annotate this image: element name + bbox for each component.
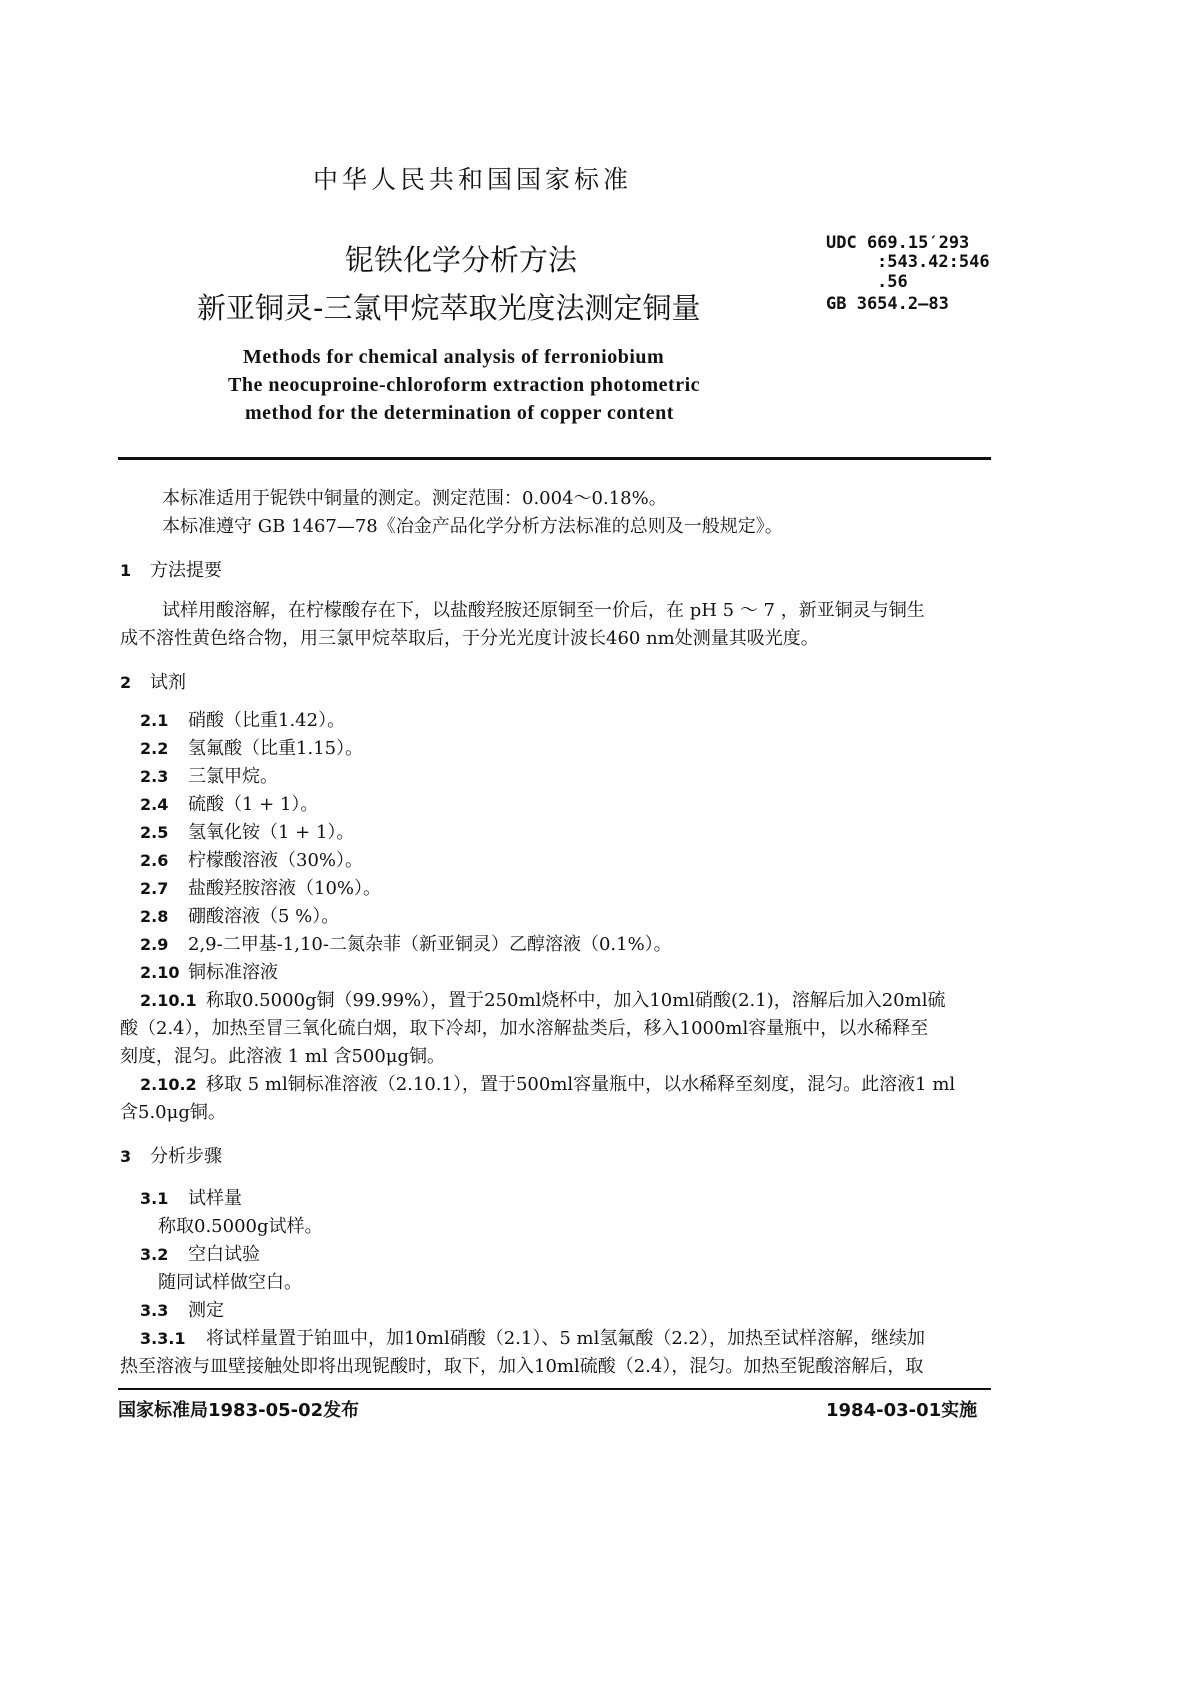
reagent-number: 2.3 bbox=[140, 767, 169, 786]
reagent-number: 2.7 bbox=[140, 879, 169, 898]
issued-date: 国家标准局1983-05-02发布 bbox=[118, 1400, 360, 1421]
reagent-number: 2.10 bbox=[140, 963, 180, 982]
footer-rule bbox=[118, 1388, 991, 1390]
reagent-item bbox=[140, 790, 318, 816]
udc-code-2: :543.42:546 bbox=[877, 252, 990, 272]
s1-line: 成不溶性黄色络合物，用三氯甲烷萃取后，于分光光度计波长460 nm处测量其吸光度。 bbox=[120, 628, 819, 649]
reagent-item bbox=[140, 846, 363, 872]
item-3-2-text: 随同试样做空白。 bbox=[158, 1272, 302, 1293]
reagent-item bbox=[140, 874, 381, 900]
intro-line: 本标准适用于铌铁中铜量的测定。测定范围：0.004～0.18%。 bbox=[162, 488, 667, 509]
s1-line: 试样用酸溶解，在柠檬酸存在下，以盐酸羟胺还原铜至一价后，在 pH 5 ～ 7 ，新亚铜灵与铜生 bbox=[162, 600, 925, 621]
gb-number: GB 3654.2—83 bbox=[826, 294, 949, 314]
intro-line: 本标准遵守 GB 1467—78《冶金产品化学分析方法标准的总则及一般规定》。 bbox=[162, 516, 783, 537]
item-2-10-2-line: 含5.0μg铜。 bbox=[120, 1102, 226, 1123]
udc-code-3: .56 bbox=[877, 272, 908, 292]
effective-date: 1984-03-01实施 bbox=[826, 1400, 978, 1421]
reagent-text: 硫酸（1 + 1）。 bbox=[188, 794, 319, 815]
item-2-10-1-line: 刻度，混匀。此溶液 1 ml 含500μg铜。 bbox=[120, 1046, 446, 1067]
section-heading-1: 1 方法提要 bbox=[120, 560, 222, 581]
udc-code-1: UDC 669.15′293 bbox=[826, 233, 970, 253]
reagent-item bbox=[140, 706, 345, 732]
reagent-item bbox=[140, 818, 354, 844]
reagent-number: 2.9 bbox=[140, 935, 169, 954]
item-2-10-2: 2.10.2 移取 5 ml铜标准溶液（2.10.1），置于500ml容量瓶中，以水稀释至刻度，混匀。此溶液1 ml bbox=[140, 1074, 956, 1095]
reagent-text: 硼酸溶液（5 %）。 bbox=[188, 906, 340, 927]
item-2-10-1-line: 酸（2.4），加热至冒三氧化硫白烟，取下冷却，加水溶解盐类后，移入1000ml容量瓶中，以水稀释至 bbox=[120, 1018, 929, 1039]
item-2-10-1: 2.10.1 称取0.5000g铜（99.99%），置于250ml烧杯中，加入10ml硝酸(2.1)，溶解后加入20ml硫 bbox=[140, 990, 946, 1011]
reagent-item bbox=[140, 734, 363, 760]
reagent-item bbox=[140, 762, 278, 788]
reagent-text: 柠檬酸溶液（30%）。 bbox=[188, 850, 364, 871]
reagent-number: 2.1 bbox=[140, 711, 169, 730]
title-en-1: Methods for chemical analysis of ferroniobium bbox=[243, 346, 665, 368]
item-3-3: 3.3 测定 bbox=[140, 1300, 224, 1321]
section-heading-3: 3 分析步骤 bbox=[120, 1146, 222, 1167]
title-cn-1: 铌铁化学分析方法 bbox=[345, 243, 578, 277]
title-cn-2: 新亚铜灵-三氯甲烷萃取光度法测定铜量 bbox=[197, 291, 701, 325]
reagent-number: 2.5 bbox=[140, 823, 169, 842]
header-rule bbox=[118, 457, 991, 460]
reagent-text: 2,9-二甲基-1,10-二氮杂菲（新亚铜灵）乙醇溶液（0.1%）。 bbox=[188, 934, 672, 955]
item-3-3-1: 3.3.1 将试样量置于铂皿中，加10ml硝酸（2.1）、5 ml氢氟酸（2.2），加热至试样溶解，继续加 bbox=[140, 1328, 925, 1349]
reagent-number: 2.6 bbox=[140, 851, 169, 870]
reagent-number: 2.8 bbox=[140, 907, 169, 926]
reagent-item bbox=[140, 930, 672, 956]
item-3-2: 3.2 空白试验 bbox=[140, 1244, 260, 1265]
reagent-text: 氢氧化铵（1 + 1）。 bbox=[188, 822, 355, 843]
reagent-item bbox=[140, 902, 339, 928]
reagent-text: 铜标准溶液 bbox=[188, 962, 278, 983]
reagent-text: 硝酸（比重1.42）。 bbox=[188, 710, 346, 731]
title-en-2: The neocuproine-chloroform extraction photometric bbox=[228, 374, 701, 396]
section-heading-2: 2 试剂 bbox=[120, 672, 186, 693]
item-3-1-text: 称取0.5000g试样。 bbox=[158, 1216, 323, 1237]
reagent-number: 2.2 bbox=[140, 739, 169, 758]
item-3-3-1-line: 热至溶液与皿壁接触处即将出现铌酸时，取下，加入10ml硫酸（2.4），混匀。加热至铌酸溶解后，取 bbox=[120, 1356, 924, 1377]
reagent-number: 2.4 bbox=[140, 795, 169, 814]
item-3-1: 3.1 试样量 bbox=[140, 1188, 242, 1209]
reagent-text: 三氯甲烷。 bbox=[188, 766, 278, 787]
title-en-3: method for the determination of copper content bbox=[245, 402, 674, 424]
reagent-item bbox=[140, 958, 278, 984]
national-standard-heading: 中华人民共和国国家标准 bbox=[313, 165, 633, 194]
reagent-text: 氢氟酸（比重1.15）。 bbox=[188, 738, 364, 759]
reagent-text: 盐酸羟胺溶液（10%）。 bbox=[188, 878, 382, 899]
